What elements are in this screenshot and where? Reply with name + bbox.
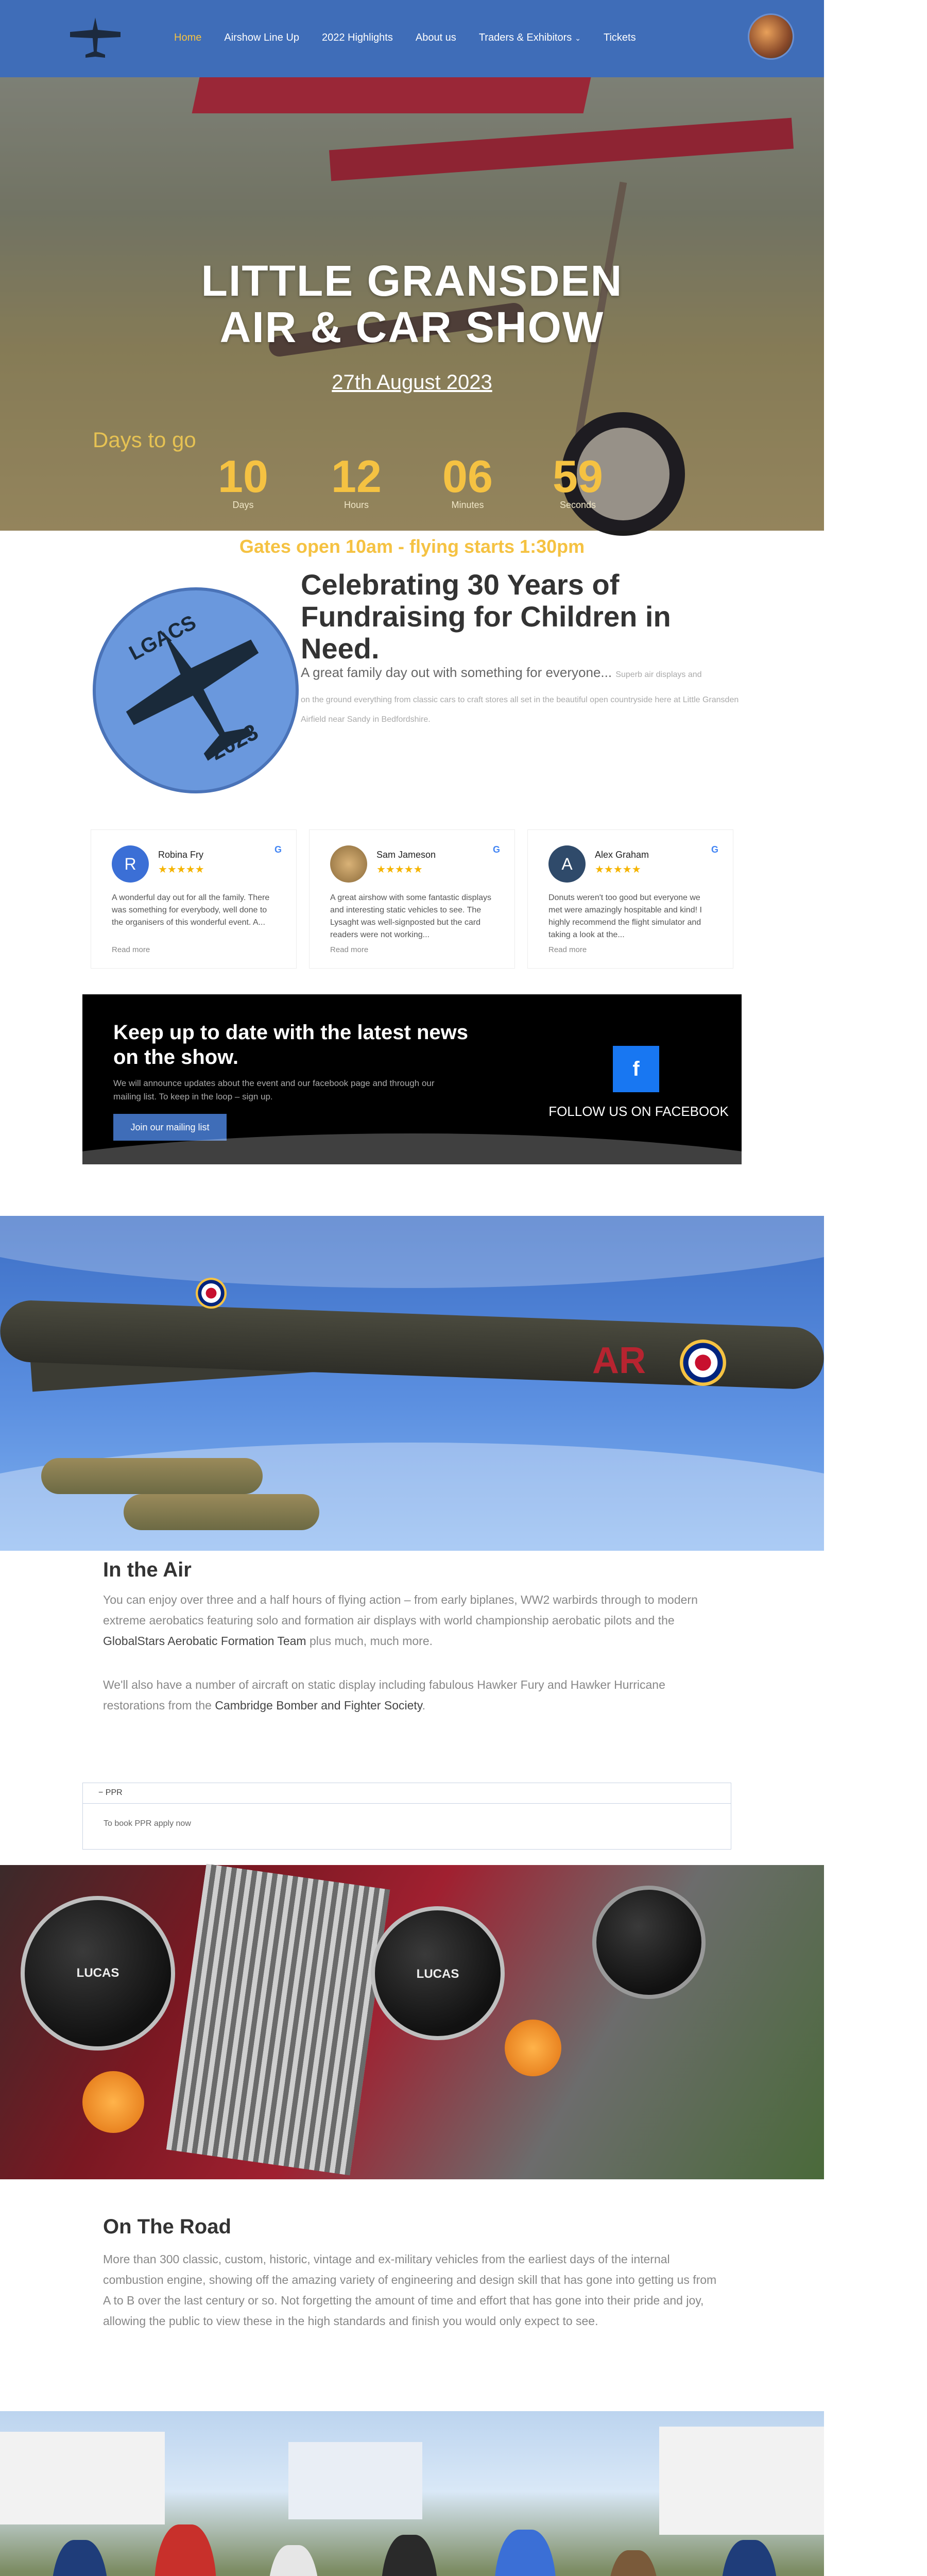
car-indicator (82, 2071, 144, 2133)
person (494, 2530, 556, 2576)
review-text: A great airshow with some fantastic displays and interesting static vehicles to see. The Lysaght was well-signposted but the card readers were not working... (330, 893, 492, 939)
cambridge-society-link[interactable]: Cambridge Bomber and Fighter Society (215, 1699, 422, 1712)
air-p1-a: You can enjoy over three and a half hours of flying action – from early biplanes, WW2 warbirds through to modern extreme aerobatics featuring solo and formation air displays with world championship aerobatic pilots and the (103, 1593, 698, 1627)
countdown-seconds-unit: Seconds (559, 500, 596, 510)
air-heading: In the Air (103, 1558, 192, 1581)
nav-traders-label: Traders & Exhibitors (478, 32, 572, 43)
header-avatar[interactable] (748, 13, 794, 60)
sky-swoosh (0, 1133, 927, 1288)
celebrate-text: on the ground everything from classic cars to craft stores all set in the beautiful open countryside here at Little Gransden Airfield near Sandy in Bedfordshire. (301, 696, 739, 724)
person (52, 2540, 108, 2576)
site-logo-plane-icon[interactable] (67, 14, 124, 61)
countdown-label: Days to go (93, 428, 196, 452)
google-icon: G (711, 844, 718, 855)
car-indicator (505, 2020, 561, 2076)
celebrate-heading: Celebrating 30 Years of Fundraising for Children in Need. (301, 568, 671, 665)
classic-cars-image (0, 1865, 824, 2179)
google-icon: G (492, 844, 500, 855)
countdown-days (197, 453, 289, 511)
review-text: Donuts weren't too good but everyone we met were amazingly hospitable and kind! I highly recommend the flight simulator and taking a look at the... (548, 893, 702, 939)
chevron-down-icon: ⌄ (575, 34, 581, 42)
review-stars: ★★★★★ (595, 864, 641, 875)
car-headlamp (21, 1896, 175, 2050)
ppr-accordion-title: PPR (105, 1788, 123, 1797)
nav-tickets[interactable]: Tickets (603, 32, 636, 43)
review-stars: ★★★★★ (376, 864, 423, 875)
person (154, 2524, 216, 2576)
celebrate-subtitle (301, 665, 754, 681)
countdown-hours (310, 453, 403, 511)
review-card (91, 829, 297, 969)
air-p2-a: We'll also have a number of aircraft on static display including fabulous Hawker Fury and Hawker Hurricane restorations from the (103, 1678, 665, 1712)
countdown-seconds (531, 453, 624, 511)
nav-traders-exhibitors[interactable] (479, 32, 581, 44)
nav-airshow-line-up[interactable]: Airshow Line Up (224, 32, 299, 43)
reviewer-avatar: A (548, 845, 586, 883)
air-paragraph-2 (103, 1674, 711, 1716)
join-mailing-list-button[interactable]: Join our mailing list (113, 1114, 227, 1141)
main-nav (174, 32, 659, 44)
lancaster-bomber-image (0, 1216, 824, 1551)
raf-roundel (196, 1278, 227, 1309)
globalstars-link[interactable]: GlobalStars Aerobatic Formation Team (103, 1634, 306, 1648)
countdown-hours-unit: Hours (344, 500, 369, 510)
air-p1-c: plus much, much more. (306, 1634, 433, 1648)
nav-about-us[interactable]: About us (415, 32, 456, 43)
nav-home[interactable]: Home (174, 32, 202, 43)
google-icon: G (274, 844, 282, 855)
ppr-accordion[interactable] (82, 1783, 731, 1850)
facebook-icon[interactable]: f (613, 1046, 659, 1092)
review-stars: ★★★★★ (158, 864, 204, 875)
hero-title (0, 258, 824, 350)
air-p2-c: . (422, 1699, 425, 1712)
review-read-more[interactable]: Read more (330, 945, 369, 954)
countdown-hours-value: 12 (331, 451, 382, 502)
person (381, 2535, 438, 2576)
air-paragraph-1 (103, 1589, 711, 1651)
review-text: A wonderful day out for all the family. There was something for everybody, well done to the organisers of this wonderful event. A... (112, 893, 270, 927)
lamp-brand-text: LUCAS (416, 1967, 459, 1981)
raf-roundel (680, 1340, 726, 1386)
hero-title-line2: AIR & CAR SHOW (219, 303, 605, 351)
updates-text: We will announce updates about the event and our facebook page and through our mailing list. To keep in the loop – sign up. (113, 1078, 435, 1101)
tent (288, 2442, 422, 2519)
countdown-minutes (421, 453, 514, 511)
badge-text-lgacs: LGACS (125, 611, 200, 665)
reviewer-avatar: R (112, 845, 149, 883)
site-header (0, 0, 824, 77)
crowd-image (0, 2411, 824, 2576)
minus-icon: − (98, 1788, 104, 1797)
hero-banner (0, 77, 824, 557)
review-card (527, 829, 733, 969)
countdown-days-unit: Days (232, 500, 254, 510)
countdown-seconds-value: 59 (553, 451, 603, 502)
review-card (309, 829, 515, 969)
review-read-more[interactable]: Read more (548, 945, 587, 954)
review-read-more[interactable]: Read more (112, 945, 150, 954)
gates-open-text: Gates open 10am - flying starts 1:30pm (239, 536, 585, 557)
road-heading: On The Road (103, 2215, 231, 2238)
person (608, 2550, 659, 2576)
hero-date: 27th August 2023 (332, 371, 492, 394)
countdown-minutes-unit: Minutes (451, 500, 484, 510)
ppr-accordion-header[interactable] (83, 1783, 731, 1804)
car-headlamp (371, 1906, 505, 2040)
tent (659, 2427, 824, 2535)
car-grille (166, 1864, 390, 2176)
tent (0, 2432, 165, 2524)
spitfire-shape (41, 1458, 263, 1494)
follow-facebook-link[interactable]: FOLLOW US ON FACEBOOK (548, 1104, 729, 1119)
reviewer-name: Robina Fry (158, 850, 204, 860)
road-paragraph: More than 300 classic, custom, historic, vintage and ex-military vehicles from the earliest days of the internal combustion engine, showing off the amazing variety of engineering and design skill that has gone into getting us from A to B over the last century or so. Not forgetting the amount of time and effort that has gone into their pride and joy, allowing the public to view these in the high standards and finish you would only expect to see. (103, 2252, 717, 2328)
person (721, 2540, 778, 2576)
nav-2022-highlights[interactable]: 2022 Highlights (321, 32, 393, 43)
aircraft-code-text: AR (592, 1340, 646, 1381)
countdown-minutes-value: 06 (442, 451, 493, 502)
celebrate-subtitle-main: A great family day out with something for everyone... (301, 665, 612, 680)
reviewer-avatar (330, 845, 367, 883)
celebrate-subtitle-tail: Superb air displays and (615, 670, 702, 679)
lgacs-2023-badge (93, 587, 299, 793)
countdown-days-value: 10 (218, 451, 268, 502)
spitfire-shape (124, 1494, 319, 1530)
updates-heading: Keep up to date with the latest news on the show. (113, 1021, 468, 1069)
badge-text-year: 2023 (205, 719, 263, 766)
car-wheel (592, 1886, 706, 1999)
ppr-accordion-body: To book PPR apply now (104, 1819, 191, 1828)
lamp-brand-text: LUCAS (76, 1965, 119, 1980)
reviewer-name: Alex Graham (595, 850, 649, 860)
hero-title-line1: LITTLE GRANSDEN (201, 257, 623, 305)
reviewer-name: Sam Jameson (376, 850, 436, 860)
person (268, 2545, 319, 2576)
